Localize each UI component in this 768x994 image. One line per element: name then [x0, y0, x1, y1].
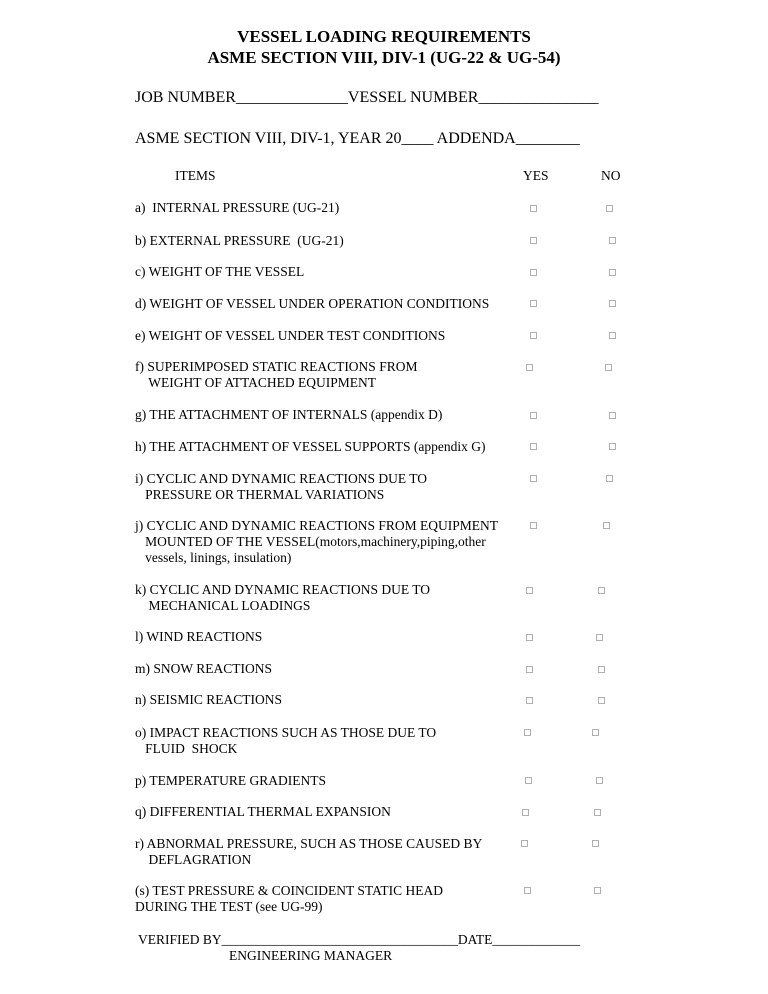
- item-n-no-checkbox[interactable]: [598, 697, 605, 704]
- item-k-yes-checkbox[interactable]: [526, 587, 533, 594]
- document-title: VESSEL LOADING REQUIREMENTS: [237, 27, 531, 46]
- item-q: q) DIFFERENTIAL THERMAL EXPANSION: [135, 804, 391, 819]
- item-i-no-checkbox[interactable]: [606, 475, 613, 482]
- document-subtitle: ASME SECTION VIII, DIV-1 (UG-22 & UG-54): [207, 48, 561, 67]
- item-m-no-checkbox[interactable]: [598, 666, 605, 673]
- item-d-no-checkbox[interactable]: [609, 300, 616, 307]
- item-r-no-checkbox[interactable]: [592, 840, 599, 847]
- item-l-no-checkbox[interactable]: [596, 634, 603, 641]
- item-o-yes-checkbox[interactable]: [524, 729, 531, 736]
- item-e-no-checkbox[interactable]: [609, 332, 616, 339]
- item-s-no-checkbox[interactable]: [594, 887, 601, 894]
- item-a: a) INTERNAL PRESSURE (UG-21): [135, 200, 340, 215]
- item-g: g) THE ATTACHMENT OF INTERNALS (appendix D): [135, 407, 443, 422]
- item-k: k) CYCLIC AND DYNAMIC REACTIONS DUE TO MECHANICAL LOADINGS: [135, 582, 431, 613]
- item-j: j) CYCLIC AND DYNAMIC REACTIONS FROM EQUIPMENT MOUNTED OF THE VESSEL(motors,machinery,piping,other vessels, linings, insulation): [135, 518, 499, 565]
- item-g-yes-checkbox[interactable]: [530, 412, 537, 419]
- yes-column-header: YES: [523, 168, 549, 183]
- item-l: l) WIND REACTIONS: [135, 629, 263, 644]
- item-j-no-checkbox[interactable]: [603, 522, 610, 529]
- item-h-no-checkbox[interactable]: [609, 443, 616, 450]
- item-o-no-checkbox[interactable]: [592, 729, 599, 736]
- item-i: i) CYCLIC AND DYNAMIC REACTIONS DUE TO PRESSURE OR THERMAL VARIATIONS: [135, 471, 428, 502]
- item-c: c) WEIGHT OF THE VESSEL: [135, 264, 305, 279]
- verified-by-line[interactable]: VERIFIED BY___________________________________DATE_____________: [138, 932, 581, 947]
- items-column-header: ITEMS: [175, 168, 216, 183]
- engineering-manager-label: ENGINEERING MANAGER: [229, 948, 393, 963]
- item-e: e) WEIGHT OF VESSEL UNDER TEST CONDITIONS: [135, 328, 446, 343]
- item-s: (s) TEST PRESSURE & COINCIDENT STATIC HEAD DURING THE TEST (see UG-99): [135, 883, 443, 914]
- asme-year-line[interactable]: ASME SECTION VIII, DIV-1, YEAR 20____ ADDENDA________: [135, 130, 580, 147]
- item-f-no-checkbox[interactable]: [605, 364, 612, 371]
- item-h-yes-checkbox[interactable]: [530, 443, 537, 450]
- item-f: f) SUPERIMPOSED STATIC REACTIONS FROM WEIGHT OF ATTACHED EQUIPMENT: [135, 359, 418, 390]
- item-m-yes-checkbox[interactable]: [526, 666, 533, 673]
- item-a-yes-checkbox[interactable]: [530, 205, 537, 212]
- item-c-yes-checkbox[interactable]: [530, 269, 537, 276]
- item-q-no-checkbox[interactable]: [594, 809, 601, 816]
- item-o: o) IMPACT REACTIONS SUCH AS THOSE DUE TO FLUID SHOCK: [135, 725, 437, 756]
- item-f-yes-checkbox[interactable]: [526, 364, 533, 371]
- job-number-line[interactable]: JOB NUMBER______________VESSEL NUMBER_______________: [135, 89, 599, 106]
- item-b-no-checkbox[interactable]: [609, 237, 616, 244]
- item-d: d) WEIGHT OF VESSEL UNDER OPERATION CONDITIONS: [135, 296, 490, 311]
- item-l-yes-checkbox[interactable]: [526, 634, 533, 641]
- no-column-header: NO: [601, 168, 621, 183]
- item-p-no-checkbox[interactable]: [596, 777, 603, 784]
- item-b: b) EXTERNAL PRESSURE (UG-21): [135, 233, 344, 248]
- item-h: h) THE ATTACHMENT OF VESSEL SUPPORTS (appendix G): [135, 439, 486, 454]
- item-a-no-checkbox[interactable]: [606, 205, 613, 212]
- item-r-yes-checkbox[interactable]: [521, 840, 528, 847]
- item-c-no-checkbox[interactable]: [609, 269, 616, 276]
- item-e-yes-checkbox[interactable]: [530, 332, 537, 339]
- item-r: r) ABNORMAL PRESSURE, SUCH AS THOSE CAUSED BY DEFLAGRATION: [135, 836, 483, 867]
- item-p: p) TEMPERATURE GRADIENTS: [135, 773, 327, 788]
- item-n-yes-checkbox[interactable]: [526, 697, 533, 704]
- item-m: m) SNOW REACTIONS: [135, 661, 273, 676]
- item-p-yes-checkbox[interactable]: [525, 777, 532, 784]
- item-k-no-checkbox[interactable]: [598, 587, 605, 594]
- item-n: n) SEISMIC REACTIONS: [135, 692, 283, 707]
- item-s-yes-checkbox[interactable]: [524, 887, 531, 894]
- item-d-yes-checkbox[interactable]: [530, 300, 537, 307]
- item-j-yes-checkbox[interactable]: [530, 522, 537, 529]
- item-i-yes-checkbox[interactable]: [530, 475, 537, 482]
- item-q-yes-checkbox[interactable]: [522, 809, 529, 816]
- item-g-no-checkbox[interactable]: [609, 412, 616, 419]
- item-b-yes-checkbox[interactable]: [530, 237, 537, 244]
